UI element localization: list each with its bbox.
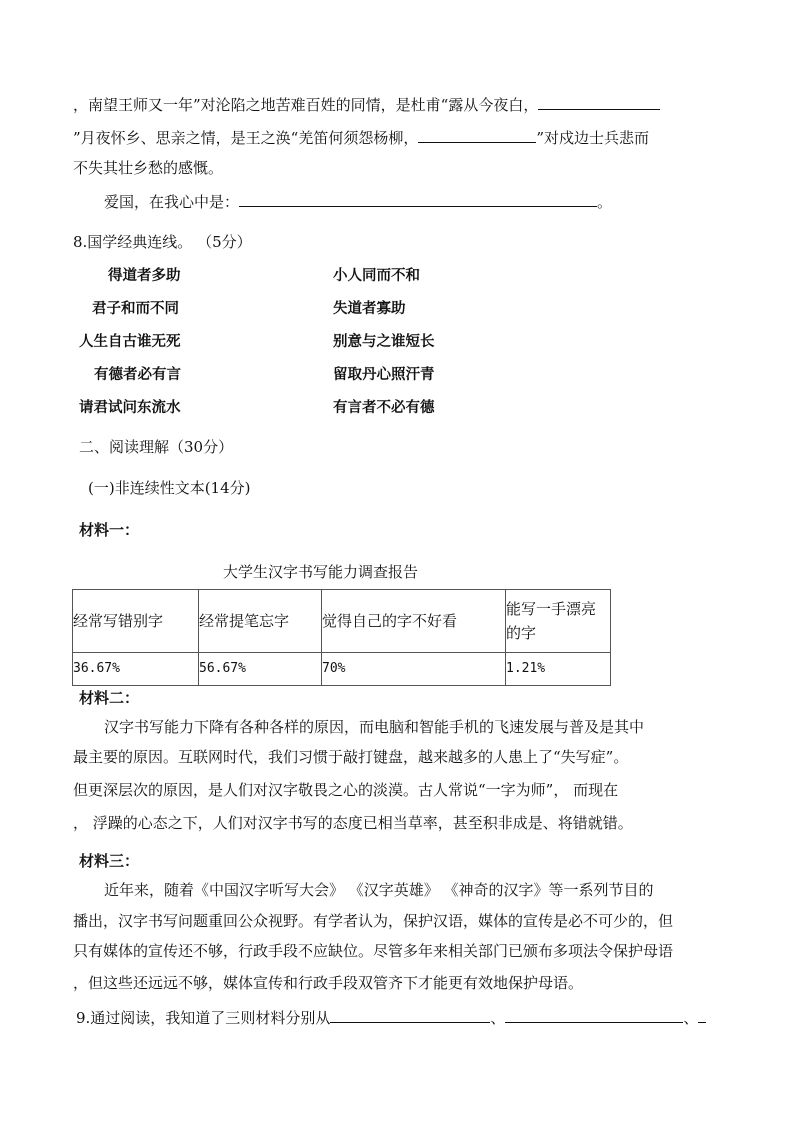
material3-line: 只有媒体的宣传还不够，行政手段不应缺位。尽管多年来相关部门已颁布多项法令保护母语 <box>73 942 674 960</box>
table-cell: 70% <box>322 653 506 686</box>
match-right-item: 失道者寡助 <box>333 300 406 317</box>
table-cell: 1.21% <box>506 653 611 686</box>
q9-text: 9.通过阅读，我知道了三则材料分别从 <box>76 1009 331 1027</box>
q9-separator: 、 <box>683 1009 699 1027</box>
table-header-cell: 能写一手漂亮的字 <box>506 590 611 653</box>
material2-line: 最主要的原因。互联网时代，我们习惯于敲打键盘，越来越多的人患上了“失写症”。 <box>73 748 629 766</box>
table-header-cell: 经常写错别字 <box>73 590 199 653</box>
match-right-item: 小人同而不和 <box>333 267 420 284</box>
material2-line: 汉字书写能力下降有各种各样的原因，而电脑和智能手机的飞速发展与普及是其中 <box>104 718 645 736</box>
material3-label: 材料三： <box>79 852 140 870</box>
match-left-item: 得道者多助 <box>108 267 181 284</box>
answer-blank[interactable] <box>418 128 536 143</box>
material1-label: 材料一： <box>79 521 140 539</box>
para7-text: ”对戍边士兵悲而 <box>536 129 650 147</box>
para7-line4 <box>104 192 612 212</box>
para7-line1 <box>73 95 660 115</box>
table-header-row <box>73 590 611 653</box>
match-left-item: 有德者必有言 <box>94 366 181 383</box>
survey-table <box>72 589 611 686</box>
para7-line2 <box>73 128 649 148</box>
para7-line3: 不失其壮乡愁的感慨。 <box>73 159 224 177</box>
table-row <box>73 653 611 686</box>
answer-blank[interactable] <box>538 95 660 110</box>
material2-label: 材料二： <box>79 689 140 707</box>
section-heading: 二、阅读理解（30分） <box>79 438 234 456</box>
q8-title: 8.国学经典连线。 （5分） <box>73 233 252 251</box>
material2-line: 但更深层次的原因，是人们对汉字敬畏之心的淡漠。古人常说“一字为师”， 而现在 <box>73 781 619 799</box>
para7-text: 。 <box>597 193 613 211</box>
material3-line: 近年来，随着《中国汉字听写大会》 《汉字英雄》 《神奇的汉字》等一系列节目的 <box>104 881 654 899</box>
q9-line <box>76 1008 706 1028</box>
para7-text: 爱国，在我心中是： <box>104 193 240 211</box>
table-header-cell: 觉得自己的字不好看 <box>322 590 506 653</box>
answer-blank[interactable] <box>698 1008 706 1023</box>
q9-separator: 、 <box>490 1009 506 1027</box>
para7-text: ”月夜怀乡、思亲之情，是王之涣“羌笛何须怨杨柳， <box>73 129 419 147</box>
material3-line: 播出，汉字书写问题重回公众视野。有学者认为，保护汉语，媒体的宣传是必不可少的，但 <box>73 912 674 930</box>
match-left-item: 请君试问东流水 <box>79 399 181 416</box>
material3-line: ，但这些还远远不够，媒体宣传和行政手段双管齐下才能更有效地保护母语。 <box>73 974 584 992</box>
table-title: 大学生汉字书写能力调查报告 <box>223 563 419 581</box>
answer-blank[interactable] <box>330 1008 490 1023</box>
match-right-item: 留取丹心照汗青 <box>333 366 435 383</box>
subsection-heading: (一)非连续性文本(14分) <box>88 479 251 497</box>
table-header-cell: 经常提笔忘字 <box>199 590 322 653</box>
para7-text: ，南望王师又一年”对沦陷之地苦难百姓的同情，是杜甫“露从今夜白， <box>73 96 539 114</box>
answer-blank[interactable] <box>505 1008 683 1023</box>
table-cell: 36.67% <box>73 653 199 686</box>
match-left-item: 人生自古谁无死 <box>79 333 181 350</box>
match-right-item: 有言者不必有德 <box>333 399 435 416</box>
material2-line: ， 浮躁的心态之下，人们对汉字书写的态度已相当草率，甚至积非成是、将错就错。 <box>73 814 633 832</box>
answer-blank[interactable] <box>239 192 597 207</box>
match-right-item: 别意与之谁短长 <box>333 333 435 350</box>
table-cell: 56.67% <box>199 653 322 686</box>
match-left-item: 君子和而不同 <box>92 300 179 317</box>
